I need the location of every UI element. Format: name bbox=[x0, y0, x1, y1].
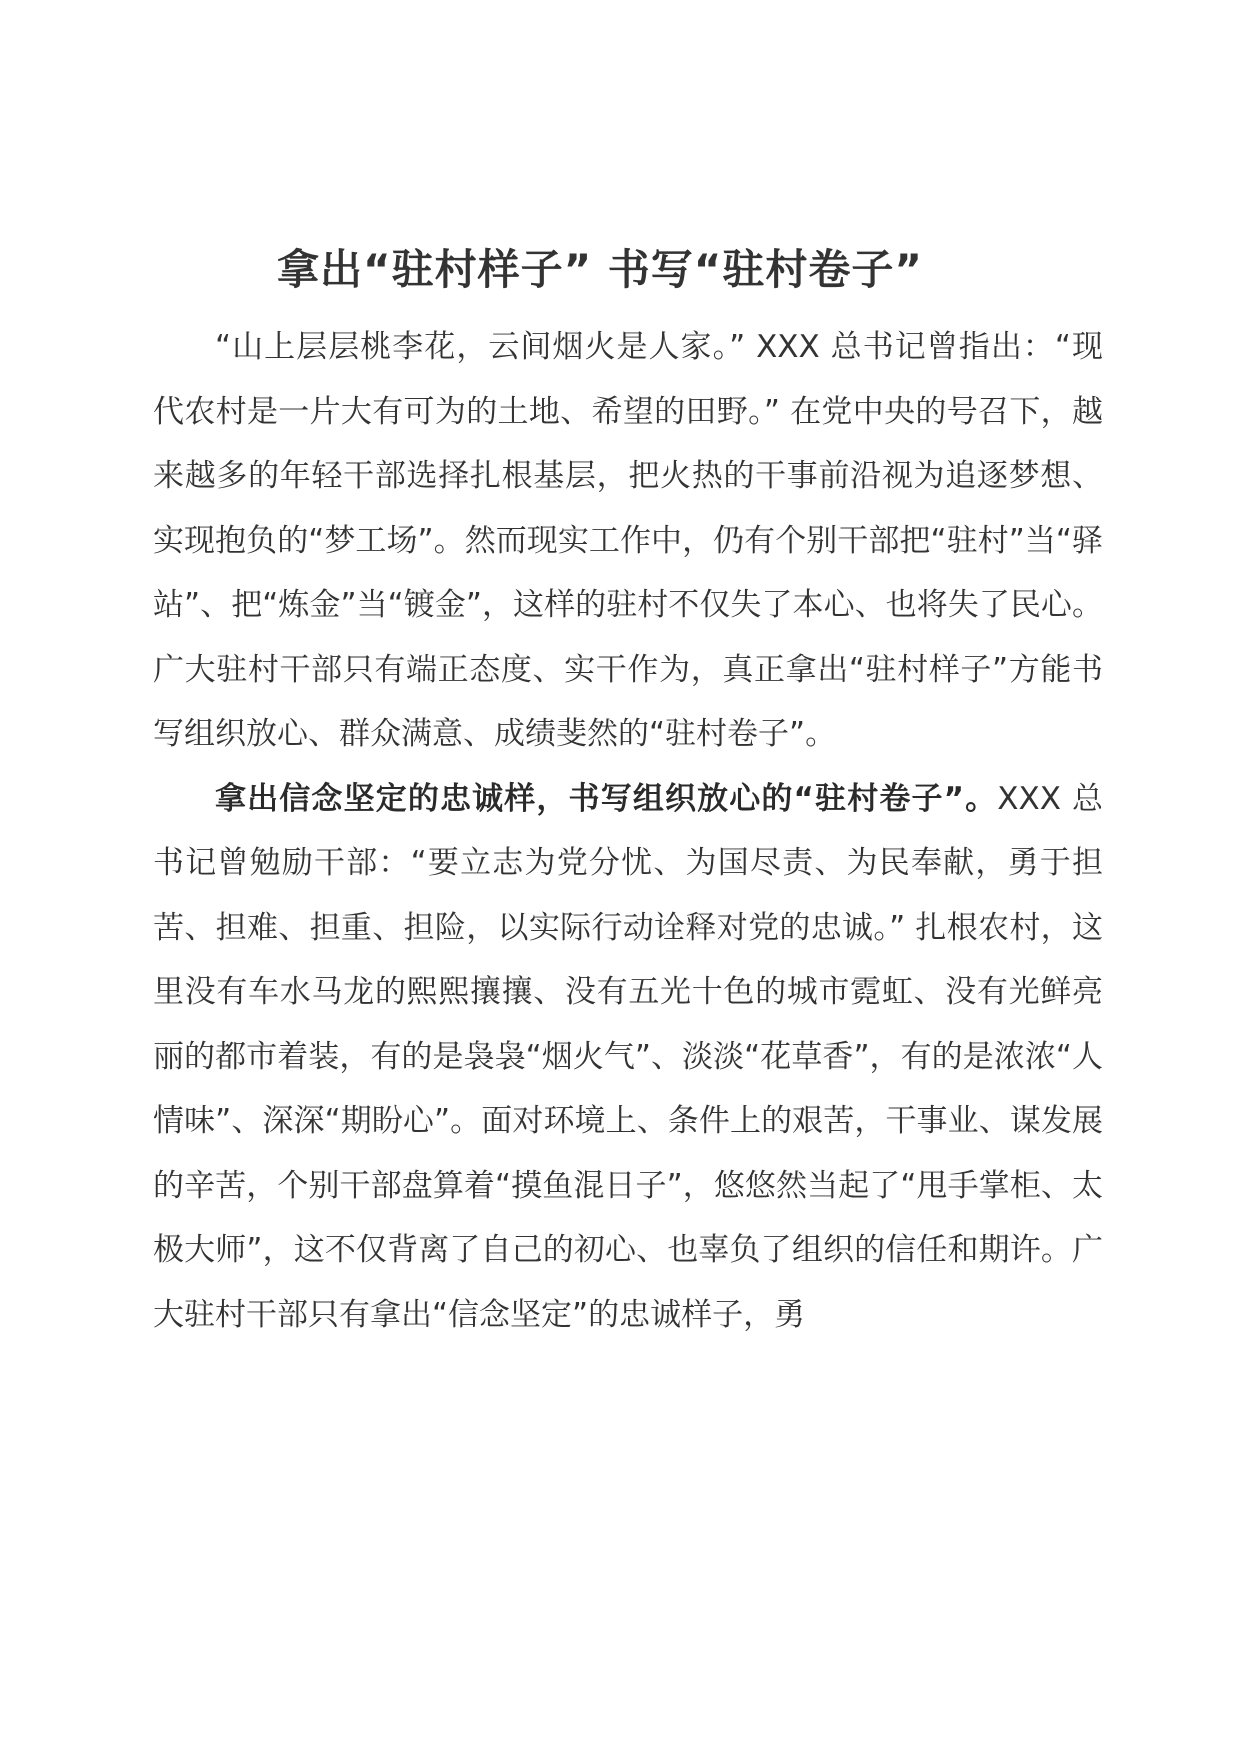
paragraph-intro: “山上层层桃李花，云间烟火是人家。” XXX 总书记曾指出：“现代农村是一片大有可为的土地、希望的田野。” 在党中央的号召下，越来越多的年轻干部选择扎根基层，把火热的干事前沿视为追逐梦想、实现抱负的“梦工场”。然而现实工作中，仍有个别干部把“驻村”当“驿站”、把“炼金”当“镀金”，这样的驻村不仅失了本心、也将失了民心。广大驻村干部只有端正态度、实干作为，真正拿出“驻村样子”方能书写组织放心、群众满意、成绩斐然的“驻村卷子”。 bbox=[153, 329, 1103, 752]
paragraph-loyalty-body: XXX 总书记曾勉励干部：“要立志为党分忧、为国尽责、为民奉献，勇于担苦、担难、担重、担险，以实际行动诠释对党的忠诚。” 扎根农村，这里没有车水马龙的熙熙攘攘、没有五光十色的城市霓虹、没有光鲜亮丽的都市着装，有的是袅袅“烟火气”、淡淡“花草香”，有的是浓浓“人情味”、深深“期盼心”。面对环境上、条件上的艰苦，干事业、谋发展的辛苦，个别干部盘算着“摸鱼混日子”，悠悠然当起了“甩手掌柜、太极大师”，这不仅背离了自己的初心、也辜负了组织的信任和期许。广大驻村干部只有拿出“信念坚定”的忠诚样子，勇 bbox=[153, 780, 1103, 1333]
document-title: 拿出“驻村样子” 书写“驻村卷子” bbox=[276, 245, 924, 294]
document-body bbox=[153, 315, 1103, 1347]
paragraph-loyalty bbox=[153, 767, 1103, 1348]
paragraph-lead-heading: 拿出信念坚定的忠诚样，书写组织放心的“驻村卷子”。 bbox=[215, 780, 998, 817]
